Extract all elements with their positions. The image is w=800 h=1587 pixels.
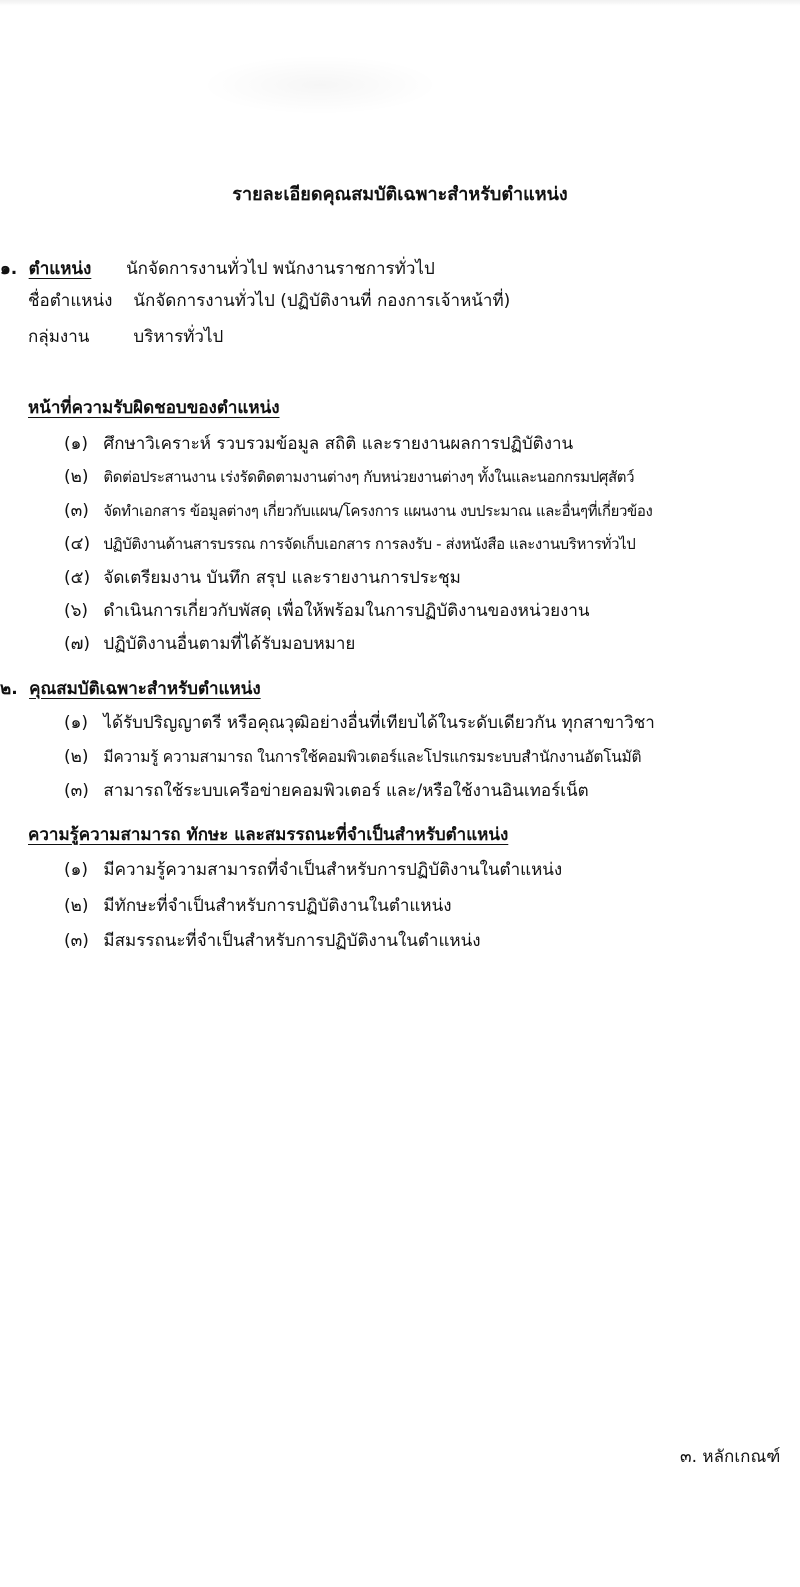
duty-number: (๔) bbox=[64, 534, 91, 554]
work-group-value: บริหารทั่วไป bbox=[133, 327, 224, 347]
qualification-number: (๑) bbox=[64, 713, 89, 733]
position-value: นักจัดการงานทั่วไป พนักงานราชการทั่วไป bbox=[126, 259, 435, 279]
document-title: รายละเอียดคุณสมบัติเฉพาะสำหรับตำแหน่ง bbox=[232, 184, 568, 205]
duty-text: ดำเนินการเกี่ยวกับพัสดุ เพื่อให้พร้อมในการปฏิบัติงานของหน่วยงาน bbox=[103, 601, 590, 621]
section2-number: ๒. bbox=[0, 679, 18, 699]
competency-heading: ความรู้ความสามารถ ทักษะ และสมรรถนะที่จำเป็นสำหรับตำแหน่ง bbox=[28, 825, 509, 845]
duty-number: (๗) bbox=[64, 634, 91, 654]
position-name-value: นักจัดการงานทั่วไป (ปฏิบัติงานที่ กองการเจ้าหน้าที่) bbox=[133, 291, 511, 311]
scan-smudge bbox=[200, 55, 440, 115]
duties-heading: หน้าที่ความรับผิดชอบของตำแหน่ง bbox=[28, 398, 280, 418]
position-name-row bbox=[28, 289, 510, 313]
qualification-heading: คุณสมบัติเฉพาะสำหรับตำแหน่ง bbox=[29, 679, 261, 699]
position-row bbox=[0, 257, 435, 281]
section1-number: ๑. bbox=[0, 259, 18, 279]
next-section-continuation: ๓. หลักเกณฑ์ bbox=[680, 1447, 781, 1467]
qualification-number: (๓) bbox=[64, 781, 89, 801]
competency-item bbox=[64, 929, 481, 953]
competency-item bbox=[64, 894, 452, 918]
qualification-text: สามารถใช้ระบบเครือข่ายคอมพิวเตอร์ และ/หรือใช้งานอินเทอร์เน็ต bbox=[103, 781, 589, 801]
duty-item bbox=[64, 632, 355, 656]
competency-item bbox=[64, 858, 562, 882]
duty-number: (๒) bbox=[64, 467, 89, 487]
qualification-text: มีความรู้ ความสามารถ ในการใช้คอมพิวเตอร์และโปรแกรมระบบสำนักงานอัตโนมัติ bbox=[103, 748, 642, 766]
duty-text: ติดต่อประสานงาน เร่งรัดติดตามงานต่างๆ กับหน่วยงานต่างๆ ทั้งในและนอกกรมปศุสัตว์ bbox=[103, 468, 635, 486]
duty-item bbox=[64, 532, 635, 556]
qualification-item bbox=[64, 779, 589, 803]
qualification-number: (๒) bbox=[64, 747, 89, 767]
duty-text: จัดทำเอกสาร ข้อมูลต่างๆ เกี่ยวกับแผน/โครงการ แผนงาน งบประมาณ และอื่นๆที่เกี่ยวข้อง bbox=[103, 502, 653, 520]
duty-item bbox=[64, 432, 573, 456]
duty-text: ปฏิบัติงานด้านสารบรรณ การจัดเก็บเอกสาร การลงรับ - ส่งหนังสือ และงานบริหารทั่วไป bbox=[103, 535, 636, 553]
work-group-row bbox=[28, 325, 223, 349]
competency-text: มีความรู้ความสามารถที่จำเป็นสำหรับการปฏิบัติงานในตำแหน่ง bbox=[103, 860, 563, 880]
duty-number: (๖) bbox=[64, 601, 89, 621]
qualification-heading-row bbox=[0, 677, 261, 701]
competency-text: มีทักษะที่จำเป็นสำหรับการปฏิบัติงานในตำแหน่ง bbox=[103, 896, 452, 916]
duty-text: จัดเตรียมงาน บันทึก สรุป และรายงานการประชุม bbox=[103, 568, 461, 588]
qualification-item bbox=[64, 711, 655, 735]
duty-item bbox=[64, 599, 590, 623]
competency-number: (๓) bbox=[64, 931, 89, 951]
qualification-text: ได้รับปริญญาตรี หรือคุณวุฒิอย่างอื่นที่เทียบได้ในระดับเดียวกัน ทุกสาขาวิชา bbox=[103, 713, 655, 733]
position-label: ตำแหน่ง bbox=[28, 259, 92, 279]
competency-number: (๒) bbox=[64, 896, 89, 916]
duty-number: (๓) bbox=[64, 501, 89, 521]
duty-text: ปฏิบัติงานอื่นตามที่ได้รับมอบหมาย bbox=[103, 634, 356, 654]
duty-item bbox=[64, 566, 461, 590]
duty-text: ศึกษาวิเคราะห์ รวบรวมข้อมูล สถิติ และรายงานผลการปฏิบัติงาน bbox=[103, 434, 574, 454]
duty-number: (๕) bbox=[64, 568, 91, 588]
work-group-label: กลุ่มงาน bbox=[28, 327, 90, 347]
competency-number: (๑) bbox=[64, 860, 89, 880]
duty-item bbox=[64, 465, 634, 489]
position-name-label: ชื่อตำแหน่ง bbox=[28, 291, 113, 311]
scan-edge-shadow bbox=[0, 0, 800, 6]
qualification-item bbox=[64, 745, 641, 769]
duty-item bbox=[64, 499, 652, 523]
duty-number: (๑) bbox=[64, 434, 89, 454]
competency-text: มีสมรรถนะที่จำเป็นสำหรับการปฏิบัติงานในตำแหน่ง bbox=[103, 931, 481, 951]
